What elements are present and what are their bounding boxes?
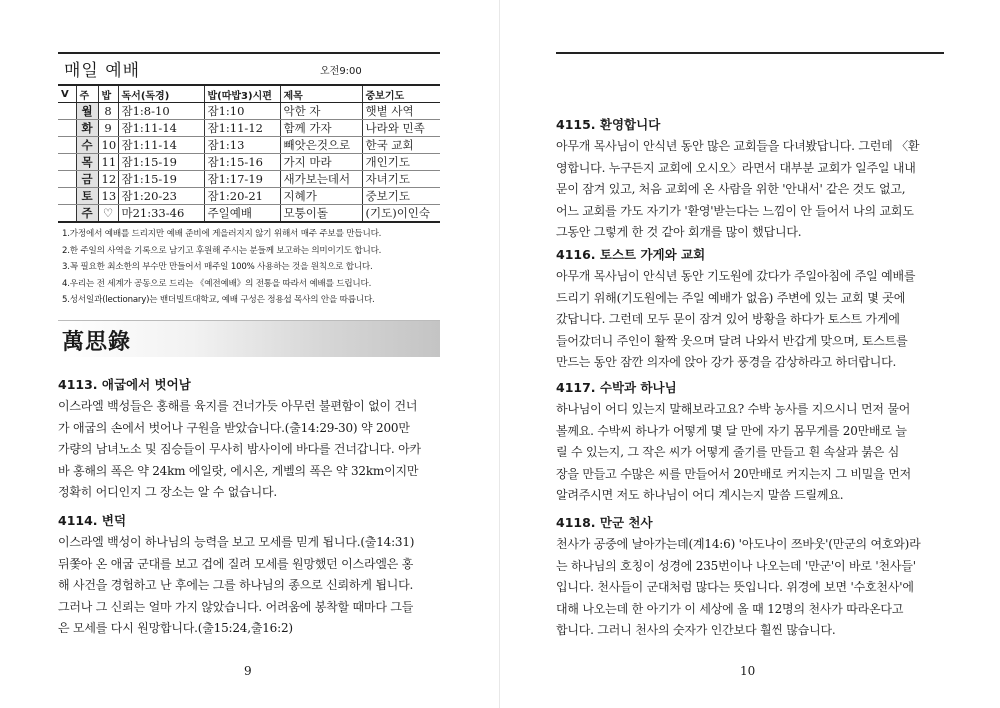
subject-cell: 지혜가	[280, 188, 362, 205]
worship-notes	[62, 226, 442, 309]
section-body	[58, 532, 440, 640]
body-line: 알려주시면 저도 하나님이 어디 계시는지 말씀 드릴께요.	[556, 488, 844, 502]
subject-cell: 악한 자	[280, 103, 362, 120]
body-line: 어느 교회를 가도 자기가 '환영'받는다는 느낌이 안 들어서 나의 교회도	[556, 203, 914, 218]
day-cell: 주	[76, 205, 98, 223]
subject-cell: 빼앗은것으로	[280, 137, 362, 154]
daily-worship-title: 매일 예배	[64, 61, 141, 81]
section-banner	[58, 320, 440, 357]
section-body	[58, 396, 440, 504]
left-page	[58, 0, 440, 708]
table-row	[58, 171, 440, 188]
table-row	[58, 205, 440, 223]
section-4113	[58, 374, 440, 504]
reading-cell: 마21:33-46	[118, 205, 204, 223]
check-cell	[58, 137, 76, 154]
num-cell: 13	[98, 188, 118, 205]
table-row	[58, 154, 440, 171]
body-line: 그러나 그 신뢰는 얼마 가지 않았습니다. 어려움에 봉착할 때마다 그들	[58, 599, 414, 614]
psalm-cell: 잠1:20-21	[204, 188, 280, 205]
section-heading: 4113. 애굽에서 벗어남	[58, 377, 191, 392]
section-body	[556, 399, 944, 507]
prayer-cell: 중보기도	[362, 188, 440, 205]
prayer-cell: 햇볕 사역	[362, 103, 440, 120]
day-cell: 목	[76, 154, 98, 171]
right-page	[556, 0, 944, 708]
body-line: 이스라엘 백성들은 홍해를 육지를 건너가듯 아무런 불편함이 없이 건너	[58, 399, 418, 413]
day-cell: 수	[76, 137, 98, 154]
psalm-cell: 잠1:17-19	[204, 171, 280, 188]
prayer-cell: (기도)이인숙	[362, 205, 440, 223]
num-cell: 12	[98, 171, 118, 188]
check-cell	[58, 171, 76, 188]
day-cell: 토	[76, 188, 98, 205]
prayer-cell: 나라와 민족	[362, 120, 440, 137]
psalm-cell: 잠1:13	[204, 137, 280, 154]
subject-cell: 함께 가자	[280, 120, 362, 137]
body-line: 정확히 어디인지 그 장소는 알 수 없습니다.	[58, 485, 277, 499]
header-bap: 밥	[98, 85, 118, 103]
body-line: 는 하나님의 호칭이 성경에 235번이나 나오는데 '만군'이 바로 '천사들'	[556, 558, 916, 573]
num-cell: 9	[98, 120, 118, 137]
body-line: 합니다. 그러니 천사의 숫자가 인간보다 훨씬 많습니다.	[556, 623, 836, 637]
note-line: 4.우리는 전 세계가 공동으로 드리는 《예전예배》의 전통을 따라서 예배를 드립니다.	[62, 278, 372, 289]
reading-cell: 잠1:15-19	[118, 154, 204, 171]
worship-schedule-table	[58, 84, 440, 223]
section-heading: 4116. 토스트 가게와 교회	[556, 247, 706, 262]
section-body	[556, 136, 944, 244]
body-line: 만드는 동안 잠깐 의자에 앉아 강가 풍경을 감상하라고 하더랍니다.	[556, 355, 897, 369]
prayer-cell: 자녀기도	[362, 171, 440, 188]
psalm-cell: 잠1:11-12	[204, 120, 280, 137]
body-line: 입니다. 천사들이 군대처럼 많다는 뜻입니다. 위경에 보면 '수호천사'에	[556, 580, 914, 594]
check-cell	[58, 120, 76, 137]
body-line: 가량의 남녀노소 및 짐승들이 무사히 밤사이에 바다를 건너갑니다. 아카	[58, 442, 421, 456]
body-line: 릴 수 있는지, 그 작은 씨가 어떻게 줄기를 만들고 흰 속살과 붉은 심	[556, 445, 900, 459]
body-line: 은 모세를 다시 원망합니다.(출15:24,출16:2)	[58, 621, 293, 635]
body-line: 영합니다. 누구든지 교회에 오시오〉라면서 대부분 교회가 일주일 내내	[556, 160, 916, 175]
header-reading: 독서(독경)	[118, 85, 204, 103]
day-cell: 화	[76, 120, 98, 137]
body-line: 아무개 목사님이 안식년 동안 많은 교회들을 다녀봤답니다. 그런데 〈환	[556, 139, 920, 153]
body-line: 장을 만들고 수많은 씨를 만들어서 20만배로 커지는지 그 비밀을 먼저	[556, 466, 911, 481]
reading-cell: 잠1:8-10	[118, 103, 204, 120]
section-body	[556, 534, 944, 642]
num-cell: 8	[98, 103, 118, 120]
note-line: 3.꼭 필요한 최소한의 부수만 만들어서 매주일 100% 사용하는 것을 원칙으로 합니다.	[62, 262, 373, 273]
section-heading: 4115. 환영합니다	[556, 117, 661, 132]
reading-cell: 잠1:11-14	[118, 137, 204, 154]
reading-cell: 잠1:20-23	[118, 188, 204, 205]
page-number: 9	[244, 664, 252, 678]
body-line: 문이 잠겨 있고, 처음 교회에 온 사람을 위한 '안내서' 같은 것도 없고,	[556, 182, 906, 196]
psalm-cell: 주일예배	[204, 205, 280, 223]
heart-icon: ♡	[98, 205, 118, 223]
section-heading: 4118. 만군 천사	[556, 515, 653, 530]
body-line: 해 사건을 경험하고 난 후에는 그를 하나님의 종으로 신뢰하게 됩니다.	[58, 578, 414, 592]
psalm-cell: 잠1:15-16	[204, 154, 280, 171]
header-check: V	[58, 85, 76, 103]
section-4114	[58, 510, 440, 640]
check-cell	[58, 188, 76, 205]
body-line: 볼께요. 수박씨 하나가 어떻게 몇 달 만에 자기 몸무게를 20만배로 늘	[556, 423, 907, 438]
body-line: 대해 나오는데 한 아기가 이 세상에 올 때 12명의 천사가 따라온다고	[556, 601, 904, 616]
header-day: 주	[76, 85, 98, 103]
body-line: 들어갔더니 주인이 활짝 웃으며 달려 나와서 반갑게 맞으며, 토스트를	[556, 333, 908, 348]
check-cell	[58, 103, 76, 120]
subject-cell: 모퉁이돌	[280, 205, 362, 223]
table-row	[58, 137, 440, 154]
prayer-cell: 한국 교회	[362, 137, 440, 154]
subject-cell: 가지 마라	[280, 154, 362, 171]
page-number: 10	[740, 664, 756, 678]
table-row	[58, 103, 440, 120]
section-body	[556, 266, 944, 374]
body-line: 가 애굽의 손에서 벗어나 구원을 받았습니다.(출14:29-30) 약 200만	[58, 420, 410, 435]
header-subject: 제목	[280, 85, 362, 103]
body-line: 갔답니다. 그런데 모두 문이 잠겨 있어 방황을 하다가 토스트 가게에	[556, 312, 900, 326]
reading-cell: 잠1:15-19	[118, 171, 204, 188]
day-cell: 금	[76, 171, 98, 188]
section-4115	[556, 114, 944, 244]
body-line: 드리기 위해(기도원에는 주일 예배가 없음) 주변에 있는 교회 몇 곳에	[556, 290, 906, 305]
day-cell: 월	[76, 103, 98, 120]
top-rule	[556, 52, 944, 54]
check-cell	[58, 154, 76, 171]
section-4116	[556, 244, 944, 374]
table-row	[58, 120, 440, 137]
header-prayer: 중보기도	[362, 85, 440, 103]
subject-cell: 새가보는데서	[280, 171, 362, 188]
note-line: 2.한 주일의 사역을 기록으로 남기고 후원해 주시는 분들께 보고하는 의미이기도 합니다.	[62, 245, 382, 256]
note-line: 5.성서일과(lectionary)는 밴더빌트대학교, 예배 구성은 정용섭 목사의 안을 따릅니다.	[62, 295, 375, 306]
body-line: 이스라엘 백성이 하나님의 능력을 보고 모세를 믿게 됩니다.(출14:31)	[58, 535, 415, 549]
note-line: 1.가정에서 예배를 드리지만 예배 준비에 게을러지지 않기 위해서 매주 주보를 만듭니다.	[62, 229, 382, 239]
section-heading: 4114. 변덕	[58, 513, 127, 528]
psalm-cell: 잠1:10	[204, 103, 280, 120]
body-line: 하나님이 어디 있는지 말해보라고요? 수박 농사를 지으시니 먼저 물어	[556, 402, 911, 416]
header-psalm: 밥(따밥3)시편	[204, 85, 280, 103]
banner-title: 萬思錄	[62, 329, 132, 355]
body-line: 바 홍해의 폭은 약 24km 에일랏, 에시온, 게벨의 폭은 약 32km이지만	[58, 463, 419, 478]
prayer-cell: 개인기도	[362, 154, 440, 171]
num-cell: 11	[98, 154, 118, 171]
body-line: 천사가 공중에 날아가는데(계14:6) '아도나이 쯔바웃'(만군의 여호와)라	[556, 537, 921, 551]
table-row	[58, 188, 440, 205]
num-cell: 10	[98, 137, 118, 154]
reading-cell: 잠1:11-14	[118, 120, 204, 137]
section-heading: 4117. 수박과 하나님	[556, 380, 677, 395]
daily-worship-time: 오전9:00	[320, 66, 362, 77]
table-header-row	[58, 85, 440, 103]
body-line: 그동안 그렇게 한 것 같아 회개를 많이 했답니다.	[556, 225, 802, 239]
section-4117	[556, 377, 944, 507]
check-cell	[58, 205, 76, 223]
body-line: 아무개 목사님이 안식년 동안 기도원에 갔다가 주일아침에 주일 예배를	[556, 269, 916, 283]
top-rule	[58, 52, 440, 54]
page-gutter	[499, 0, 500, 708]
section-4118	[556, 512, 944, 642]
body-line: 뒤쫓아 온 애굽 군대를 보고 겁에 질려 모세를 원망했던 이스라엘은 홍	[58, 556, 414, 571]
